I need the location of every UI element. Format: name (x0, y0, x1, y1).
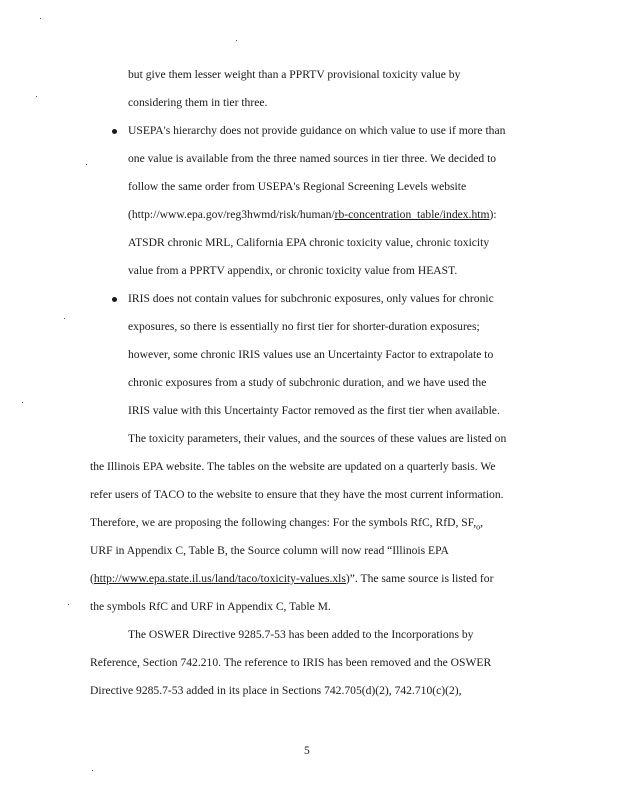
para2-line3: Directive 9285.7-53 added in its place in Sections 742.705(d)(2), 742.710(c)(2), (90, 684, 462, 697)
scan-speck (92, 770, 93, 771)
scan-speck (22, 402, 23, 403)
para1-line4-text: Therefore, we are proposing the following changes: For the symbols RfC, RfD, SF, (90, 516, 477, 529)
bullet3-line4: chronic exposures from a study of subchronic duration, and we have used the (128, 376, 487, 389)
para1-line6 (90, 572, 493, 586)
para1-line7: the symbols RfC and URF in Appendix C, Table M. (90, 600, 331, 613)
bullet2-line6: value from a PPRTV appendix, or chronic toxicity value from HEAST. (128, 264, 458, 277)
sf-subscript: o (476, 522, 481, 532)
bullet2-line1: USEPA's hierarchy does not provide guidance on which value to use if more than (128, 124, 506, 137)
toxicity-values-url[interactable]: http://www.epa.state.il.us/land/taco/toxicity-values.xls (93, 572, 346, 585)
bullet3-line5: IRIS value with this Uncertainty Factor removed as the first tier when available. (128, 404, 500, 417)
bullet1-line2: considering them in tier three. (128, 96, 268, 109)
bullet1-line1: but give them lesser weight than a PPRTV provisional toxicity value by (128, 68, 461, 81)
bullet-marker (112, 297, 117, 302)
rsl-url-part-2[interactable]: rb-concentration_table/index.htm (334, 208, 490, 221)
page-number: 5 (304, 744, 310, 757)
scan-speck (86, 164, 87, 165)
para1-line5: URF in Appendix C, Table B, the Source column will now read “Illinois EPA (90, 544, 449, 557)
rsl-url-part-1[interactable]: http://www.epa.gov/reg3hwmd/risk/human/ (131, 208, 335, 221)
paren-open: ( (90, 572, 94, 585)
scan-speck (68, 604, 69, 605)
para1-line4-end: , (480, 516, 484, 529)
bullet2-line3: follow the same order from USEPA's Regional Screening Levels website (128, 180, 467, 193)
bullet2-line2: one value is available from the three named sources in tier three. We decided to (128, 152, 497, 165)
para1-line3: refer users of TACO to the website to ensure that they have the most current information. (90, 488, 504, 501)
scan-speck (40, 18, 41, 19)
para1-line4 (90, 516, 483, 534)
paren-close: ): (489, 208, 497, 221)
scan-speck (236, 40, 237, 41)
bullet3-line3: however, some chronic IRIS values use an Uncertainty Factor to extrapolate to (128, 348, 494, 361)
para2-line1: The OSWER Directive 9285.7-53 has been added to the Incorporations by (128, 628, 474, 641)
bullet3-line2: exposures, so there is essentially no first tier for shorter-duration exposures; (128, 320, 480, 333)
paren-open: ( (128, 208, 132, 221)
bullet-marker (112, 129, 117, 134)
bullet3-line1: IRIS does not contain values for subchronic exposures, only values for chronic (128, 292, 494, 305)
bullet2-line5: ATSDR chronic MRL, California EPA chronic toxicity value, chronic toxicity (128, 236, 490, 249)
para1-line6-suffix: )”. The same source is listed for (345, 572, 494, 585)
scan-speck (64, 318, 65, 319)
para2-line2: Reference, Section 742.210. The reference to IRIS has been removed and the OSWER (90, 656, 492, 669)
para1-line1: The toxicity parameters, their values, and the sources of these values are listed on (128, 432, 507, 445)
bullet2-line4 (128, 208, 497, 222)
scan-speck (36, 96, 37, 97)
para1-line2: the Illinois EPA website. The tables on the website are updated on a quarterly basis. We (90, 460, 496, 473)
